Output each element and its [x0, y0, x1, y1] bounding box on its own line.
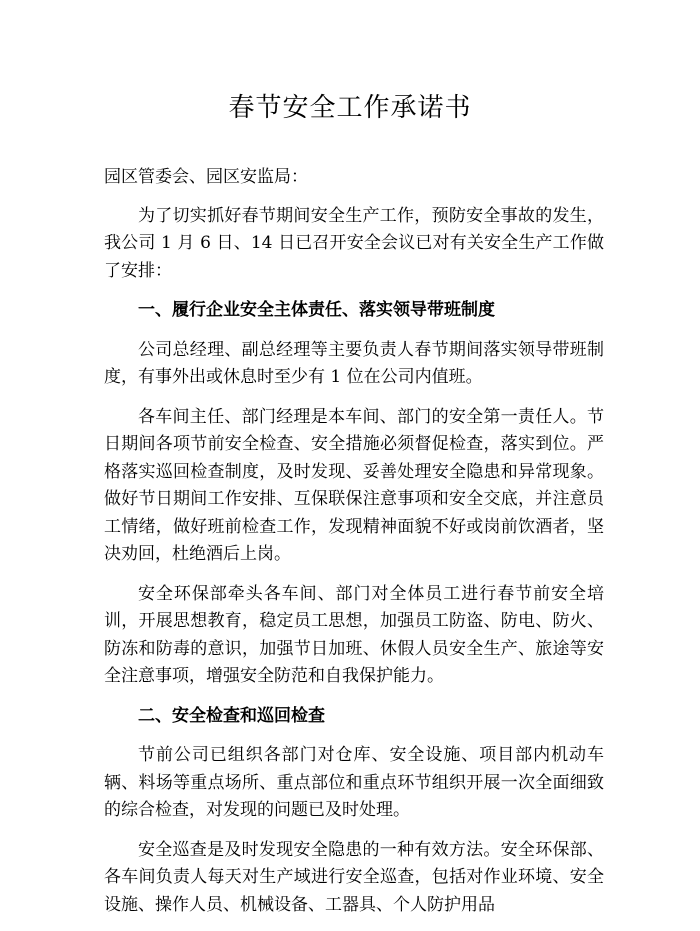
intro-paragraph: 为了切实抓好春节期间安全生产工作，预防安全事故的发生，我公司 1 月 6 日、14 日已召开安全会议已对有关安全生产工作做了安排：: [104, 205, 604, 281]
salutation: 园区管委会、园区安监局：: [104, 167, 308, 187]
section-2-paragraph-2: 安全巡查是及时发现安全隐患的一种有效方法。安全环保部、各车间负责人每天对生产域进行安全巡查，包括对作业环境、安全设施、操作人员、机械设备、工器具、个人防护用品: [104, 839, 604, 915]
section-heading-2: 二、安全检查和巡回检查: [138, 705, 325, 726]
document-body: [104, 164, 604, 931]
document-title: 春节安全工作承诺书: [228, 93, 472, 123]
section-2-paragraph-1: 节前公司已组织各部门对仓库、安全设施、项目部内机动车辆、料场等重点场所、重点部位和重点环节组织开展一次全面细致的综合检查，对发现的问题已及时处理。: [104, 745, 604, 820]
section-1-paragraph-2: 各车间主任、部门经理是本车间、部门的安全第一责任人。节日期间各项节前安全检查、安全措施必须督促检查，落实到位。严格落实巡回检查制度，及时发现、妥善处理安全隐患和异常现象。做好节日期间工作安排、互保联保注意事项和安全交底，并注意员工情绪，做好班前检查工作，发现精神面貌不好或岗前饮酒者，坚决劝回，杜绝酒后上岗。: [104, 406, 604, 564]
section-heading-1: 一、履行企业安全主体责任、落实领导带班制度: [138, 300, 495, 320]
section-1-paragraph-1: 公司总经理、副总经理等主要负责人春节期间落实领导带班制度，有事外出或休息时至少有 1 位在公司内值班。: [104, 339, 604, 387]
section-1-paragraph-3: 安全环保部牵头各车间、部门对全体员工进行春节前安全培训，开展思想教育，稳定员工思想，加强员工防盗、防电、防火、防冻和防毒的意识，加强节日加班、休假人员安全生产、旅途等安全注意事项，增强安全防范和自我保护能力。: [104, 583, 604, 686]
